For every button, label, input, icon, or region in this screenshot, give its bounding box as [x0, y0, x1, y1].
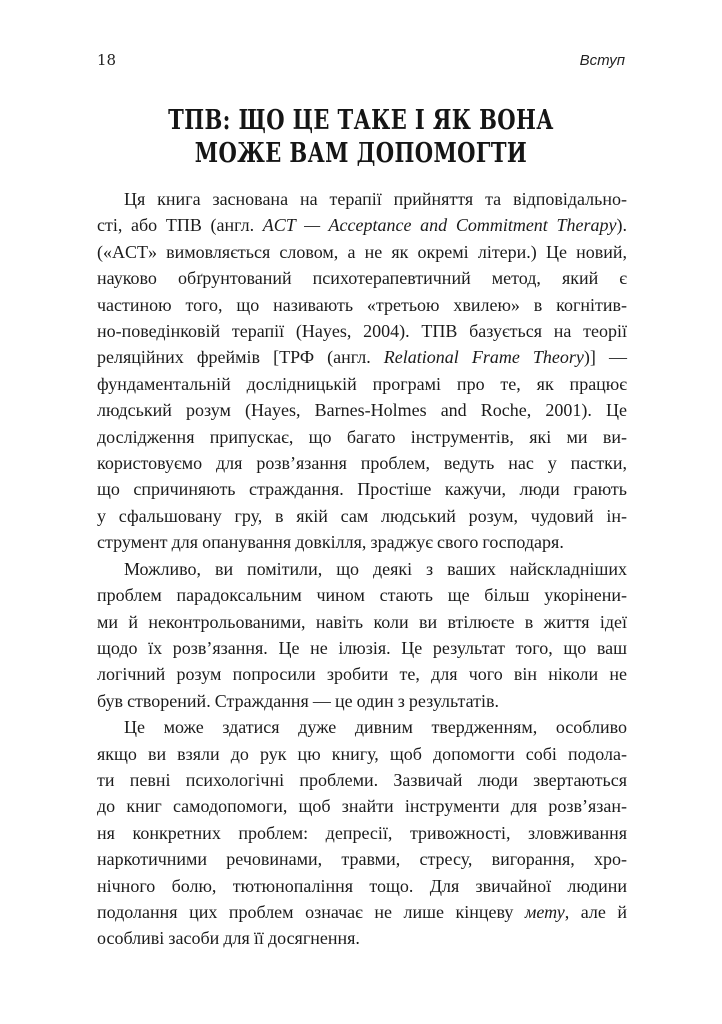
text-line [97, 635, 627, 661]
text-line [97, 925, 627, 951]
text-line [97, 529, 627, 555]
text-segment: нічного болю, тютюнопаління тощо. Для звичайної людини [97, 875, 627, 896]
text-segment: щодо їх розв’язання. Це не ілюзія. Це результат того, що ваш [97, 637, 627, 658]
text-segment: сті, або ТПВ (англ. [97, 215, 263, 236]
page-number: 18 [97, 51, 117, 69]
text-segment: но-поведінковій терапії (Hayes, 2004). ТПВ базується на теорії [97, 321, 627, 342]
text-segment: ми й неконтрольованими, навіть коли ви втілюєте в життя ідеї [97, 611, 627, 632]
text-line [97, 741, 627, 767]
text-line [97, 714, 627, 740]
text-segment: струмент для опанування довкілля, зраджує свого господаря. [97, 532, 564, 553]
text-segment: у сфальшовану гру, в якій сам людський розум, чудовий ін- [97, 505, 627, 526]
text-line [97, 556, 627, 582]
text-segment: що спричиняють страждання. Простіше кажучи, люди грають [97, 479, 627, 500]
text-segment: якщо ви взяли до рук цю книгу, щоб допомогти собі подола- [97, 743, 627, 764]
text-line [97, 344, 627, 370]
text-segment: ня конкретних проблем: депресії, тривожності, зловживання [97, 822, 627, 843]
text-segment: користовуємо для розв’язання проблем, ведуть нас у пастки, [97, 453, 627, 474]
running-head [97, 51, 625, 69]
text-segment: логічний розум попросили зробити те, для чого він ніколи не [97, 664, 627, 685]
text-line [97, 846, 627, 872]
text-segment: Це може здатися дуже дивним твердженням, особливо [124, 717, 627, 738]
text-segment: )] — [583, 347, 627, 368]
text-segment: до книг самодопомоги, щоб знайти інструменти для розв’язан- [97, 796, 627, 817]
text-line [97, 239, 627, 265]
text-line [97, 265, 627, 291]
text-segment: фундаментальній дослідницькій програмі про те, як працює [97, 373, 627, 394]
text-line [97, 899, 627, 925]
chapter-title-line-2: МОЖЕ ВАМ ДОПОМОГТИ [194, 138, 528, 169]
text-segment: подолання цих проблем означає не лише кінцеву [97, 901, 525, 922]
text-line [97, 688, 627, 714]
text-segment: мету [524, 901, 565, 922]
running-header-label: Вступ [579, 52, 625, 69]
text-line [97, 820, 627, 846]
text-line [97, 476, 627, 502]
text-segment: ACT — Acceptance and Commitment Therapy [262, 215, 617, 236]
text-segment: («ACT» вимовляється словом, а не як окремі літери.) Це новий, [97, 241, 627, 262]
text-segment: науково обґрунтований психотерапевтичний метод, який є [97, 268, 627, 289]
chapter-title-line-1: ТПВ: ЩО ЦЕ ТАКЕ І ЯК ВОНА [168, 105, 554, 136]
text-line [97, 661, 627, 687]
text-line [97, 397, 627, 423]
text-line [97, 609, 627, 635]
text-segment: Relational Frame Theory [383, 347, 584, 368]
text-segment: частиною того, що називають «третьою хвилею» в когнітив- [97, 294, 627, 315]
text-segment: , але й [564, 901, 627, 922]
text-segment: реляційних фреймів [ТРФ (англ. [97, 347, 384, 368]
text-segment: був створений. Страждання — це один з результатів. [97, 690, 500, 711]
text-segment: наркотичними речовинами, травми, стресу, вигорання, хро- [97, 849, 627, 870]
text-line [97, 793, 627, 819]
text-segment: дослідження припускає, що багато інструментів, які ми ви- [97, 426, 627, 447]
text-segment: особливі засоби для її досягнення. [97, 928, 360, 949]
text-segment: проблем парадоксальним чином стають ще більш укорінени- [97, 585, 627, 606]
text-segment: ти певні психологічні проблеми. Зазвичай люди звертаються [97, 769, 627, 790]
text-line [97, 212, 627, 238]
text-segment: Ця книга заснована на терапії прийняття та відповідально- [124, 189, 627, 209]
text-segment: ). [616, 215, 627, 236]
text-line [97, 424, 627, 450]
body-text [97, 186, 627, 952]
text-line [97, 318, 627, 344]
text-line [97, 582, 627, 608]
text-line [97, 186, 627, 212]
text-line [97, 292, 627, 318]
text-line [97, 503, 627, 529]
text-segment: Можливо, ви помітили, що деякі з ваших найскладніших [124, 558, 627, 579]
text-line [97, 767, 627, 793]
text-line [97, 873, 627, 899]
text-line [97, 450, 627, 476]
chapter-title [79, 104, 642, 170]
text-segment: людський розум (Hayes, Barnes-Holmes and Roche, 2001). Це [97, 400, 627, 421]
text-line [97, 371, 627, 397]
